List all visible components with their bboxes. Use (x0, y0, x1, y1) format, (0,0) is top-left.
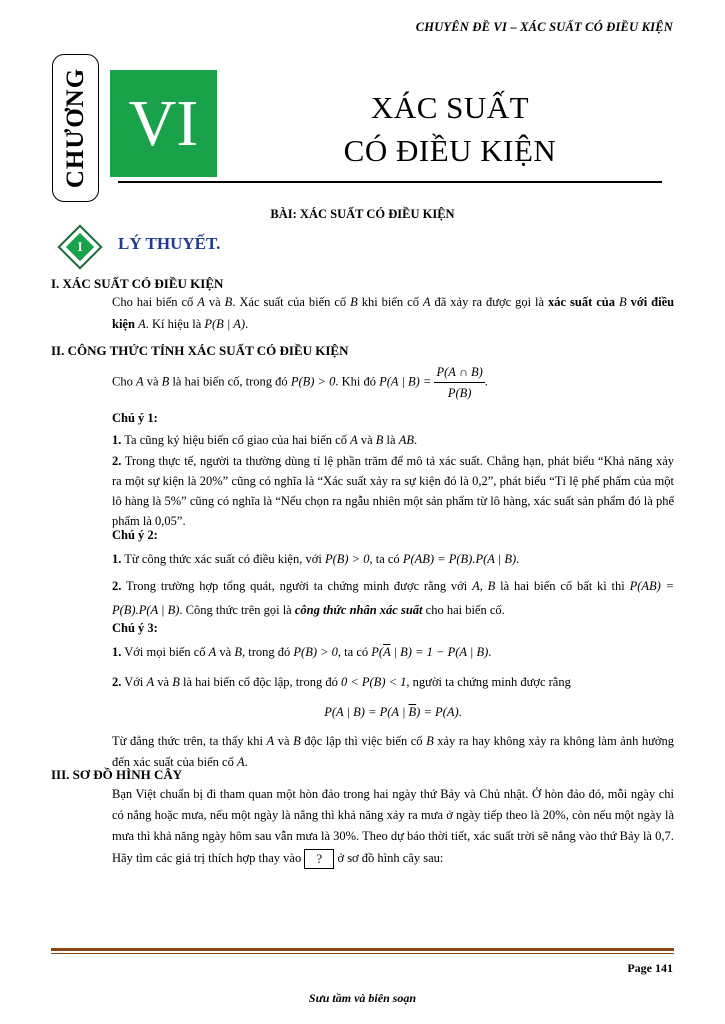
text: và (157, 675, 170, 689)
footer-note: Sưu tầm và biên soạn (308, 991, 417, 1005)
math-condition: 0 < P(B) < 1 (340, 675, 407, 689)
text: ở sơ đồ hình cây sau: (337, 851, 444, 865)
text: và (208, 295, 221, 309)
text: . Công thức trên gọi là (179, 603, 292, 617)
item-number: 2. (112, 675, 122, 689)
fraction-numerator: P(A ∩ B) (434, 362, 484, 383)
bold-term: công thức nhân xác suất (294, 603, 423, 617)
math-var-complement: $\overline{A}$ (383, 645, 391, 659)
fraction-denominator: P(B) (447, 386, 472, 400)
note-1-item-2 (112, 451, 674, 531)
text: là hai biến cố bất kì thì (500, 579, 625, 593)
page-number: Page 141 (627, 961, 673, 975)
lesson-title: BÀI: XÁC SUẤT CÓ ĐIỀU KIỆN (270, 207, 455, 221)
text: . (488, 645, 492, 659)
text: | B) = 1 − P(A | B) (390, 645, 489, 659)
math-var: B (161, 374, 170, 389)
math-var: B (426, 734, 434, 748)
text: Với mọi biến cố (124, 645, 206, 659)
math-var: B (224, 295, 233, 309)
math-var: B (618, 295, 627, 309)
chapter-tab (52, 54, 99, 202)
text: Từ công thức xác suất có điều kiện, với (124, 552, 322, 566)
text: cho hai biến cố. (425, 603, 505, 617)
note-3 (112, 617, 674, 773)
chapter-title (300, 86, 600, 172)
item-number: 1. (112, 433, 122, 447)
text: , ta có (337, 645, 369, 659)
math-var: AB (398, 433, 414, 447)
math-var: A (350, 433, 358, 447)
text: , người ta chứng minh được rằng (406, 675, 571, 689)
math-var: A (472, 579, 480, 593)
text: là (386, 433, 396, 447)
text: và (219, 645, 232, 659)
note-heading: Chú ý 2: (112, 528, 158, 542)
chapter-number-box: VI (110, 70, 217, 177)
math-formula: P(AB) = P(B).P(A | B) (112, 579, 675, 617)
math-var: B (172, 675, 180, 689)
text: P( (371, 645, 384, 659)
text: Cho hai biến cố (112, 295, 194, 309)
note-2 (112, 524, 674, 622)
text: . (484, 374, 488, 389)
text: Cho (112, 374, 133, 389)
section-2-heading: II. CÔNG THỨC TÍNH XÁC SUẤT CÓ ĐIỀU KIỆN (51, 343, 349, 358)
text: ) = P(A) (416, 705, 459, 719)
text: Ta cũng ký hiệu biến cố giao của hai biến cố (124, 433, 347, 447)
math-var: A (197, 295, 205, 309)
note-heading: Chú ý 1: (112, 411, 158, 425)
item-number: 1. (112, 552, 122, 566)
text: . (516, 552, 520, 566)
math-notation: P(B | A) (204, 317, 246, 331)
text: . (413, 433, 418, 447)
note-1 (112, 407, 674, 531)
section-1-body (112, 291, 674, 335)
note-2-item-1 (112, 548, 674, 570)
text: , trong đó (242, 645, 291, 659)
placeholder-box: ? (304, 849, 334, 869)
math-formula (371, 645, 488, 659)
fraction (434, 362, 484, 403)
text: . (245, 317, 249, 331)
text: Từ đẳng thức trên, ta thấy khi (112, 734, 264, 748)
title-divider (118, 181, 662, 183)
note-1-item-1 (112, 429, 674, 451)
bold-term: xác suất (548, 295, 593, 309)
math-var: A (422, 295, 431, 309)
footer-rule-thin (51, 953, 674, 954)
math-var: B (375, 433, 384, 447)
math-var: A (135, 374, 144, 389)
math-var: A (236, 755, 245, 769)
math-condition: P(B) > 0 (324, 552, 370, 566)
text: , (479, 579, 483, 593)
text: Bạn Việt chuẩn bị đi tham quan một hòn đảo trong hai ngày thứ Bảy và Chủ nhật. Ở hòn đảo đó, mỗi ngày chỉ có nắng hoặc mưa, nếu một ngày là nắng thì khả năng xảy ra mưa ở ngày tiếp theo là 20%, còn nếu một ngày là mưa thì khả năng ngày hôm sau vẫn mưa là 30%. Theo dự báo thời tiết, xác suất trời sẽ nắng vào thứ Bảy là 0,7. (112, 787, 674, 843)
math-formula: P(A | B) = (379, 374, 432, 389)
math-var: B (350, 295, 358, 309)
math-var: B (293, 734, 301, 748)
section-2-body (112, 362, 674, 403)
text: , ta có (369, 552, 400, 566)
note-3-item-2 (112, 671, 674, 693)
text: và (277, 734, 290, 748)
math-var: B (234, 645, 242, 659)
text: và (146, 374, 159, 389)
item-number: 2. (112, 579, 122, 593)
text: . (458, 705, 462, 719)
text: độc lập thì việc biến cố (304, 734, 423, 748)
math-formula: P(AB) = P(B).P(A | B) (402, 552, 517, 566)
chapter-title-line1: XÁC SUẤT (370, 90, 530, 125)
section-3-body (112, 784, 674, 869)
math-var: A (138, 317, 146, 331)
text: . Xác suất của biến cố (232, 295, 347, 309)
note-3-conclusion (112, 731, 674, 773)
text: . Kí hiệu là (145, 317, 202, 331)
math-var: A (208, 645, 217, 659)
section-badge (54, 229, 104, 265)
theory-heading: LÝ THUYẾT. (118, 234, 221, 253)
math-formula (324, 705, 458, 719)
bold-term: của (596, 295, 615, 309)
running-header: CHUYÊN ĐỀ VI – XÁC SUẤT CÓ ĐIỀU KIỆN (415, 20, 673, 34)
math-var: A (146, 675, 155, 689)
item-number: 1. (112, 645, 122, 659)
math-var: A (266, 734, 275, 748)
text: Trong thực tế, người ta thường dùng tỉ lệ phần trăm để mô tả xác suất. Chẳng hạn, phát biểu “Khả năng xảy ra một sự kiện là 20%” cũng có nghĩa là “Xác suất xảy ra sự kiện đó là 0,2”, phát biểu “Tỉ lệ phế phẩm của một lô hàng là 5%” cũng có nghĩa là “Nếu chọn ra ngẫu nhiên một sản phẩm từ lô hàng, xác suất sản phẩm đó là phế phẩm là 0,05”. (112, 454, 674, 528)
math-condition: P(B) > 0 (293, 645, 338, 659)
chapter-title-line2: CÓ ĐIỀU KIỆN (343, 133, 557, 168)
note-3-item-1 (112, 641, 674, 663)
text: Với (124, 675, 144, 689)
text: xảy ra hay không xảy ra không làm ảnh hưởng đến xác suất của biến cố (112, 734, 675, 769)
math-condition: P(B) > 0 (290, 374, 336, 389)
text: . Khi đó (335, 374, 376, 389)
text: đã xảy ra được gọi là (434, 295, 545, 309)
note-2-item-2 (112, 574, 674, 622)
text: P(A | B) = P(A | (324, 705, 409, 719)
item-number: 2. (112, 454, 122, 468)
math-var-complement: $\overline{B}$ (408, 705, 417, 719)
note-3-formula-line (112, 701, 674, 723)
bold-term: với điều kiện (112, 295, 675, 331)
text: Trong trường hợp tổng quát, người ta chứng minh được rằng với (125, 579, 468, 593)
text: Hãy tìm các giá trị thích hợp thay vào (112, 851, 302, 865)
section-3-ask (112, 848, 674, 869)
text: và (360, 433, 373, 447)
text: là hai biến cố, trong đó (172, 374, 288, 389)
footer-rule (51, 948, 674, 951)
math-var: B (487, 579, 496, 593)
section-badge-number: I (77, 239, 83, 254)
text: khi biến cố (361, 295, 419, 309)
section-1-heading: I. XÁC SUẤT CÓ ĐIỀU KIỆN (51, 276, 224, 291)
chapter-tab-label: CHƯƠNG (61, 67, 89, 189)
text: . (244, 755, 248, 769)
section-3-heading: III. SƠ ĐỒ HÌNH CÂY (51, 767, 183, 782)
text: là hai biến cố độc lập, trong đó (183, 675, 338, 689)
note-heading: Chú ý 3: (112, 621, 158, 635)
